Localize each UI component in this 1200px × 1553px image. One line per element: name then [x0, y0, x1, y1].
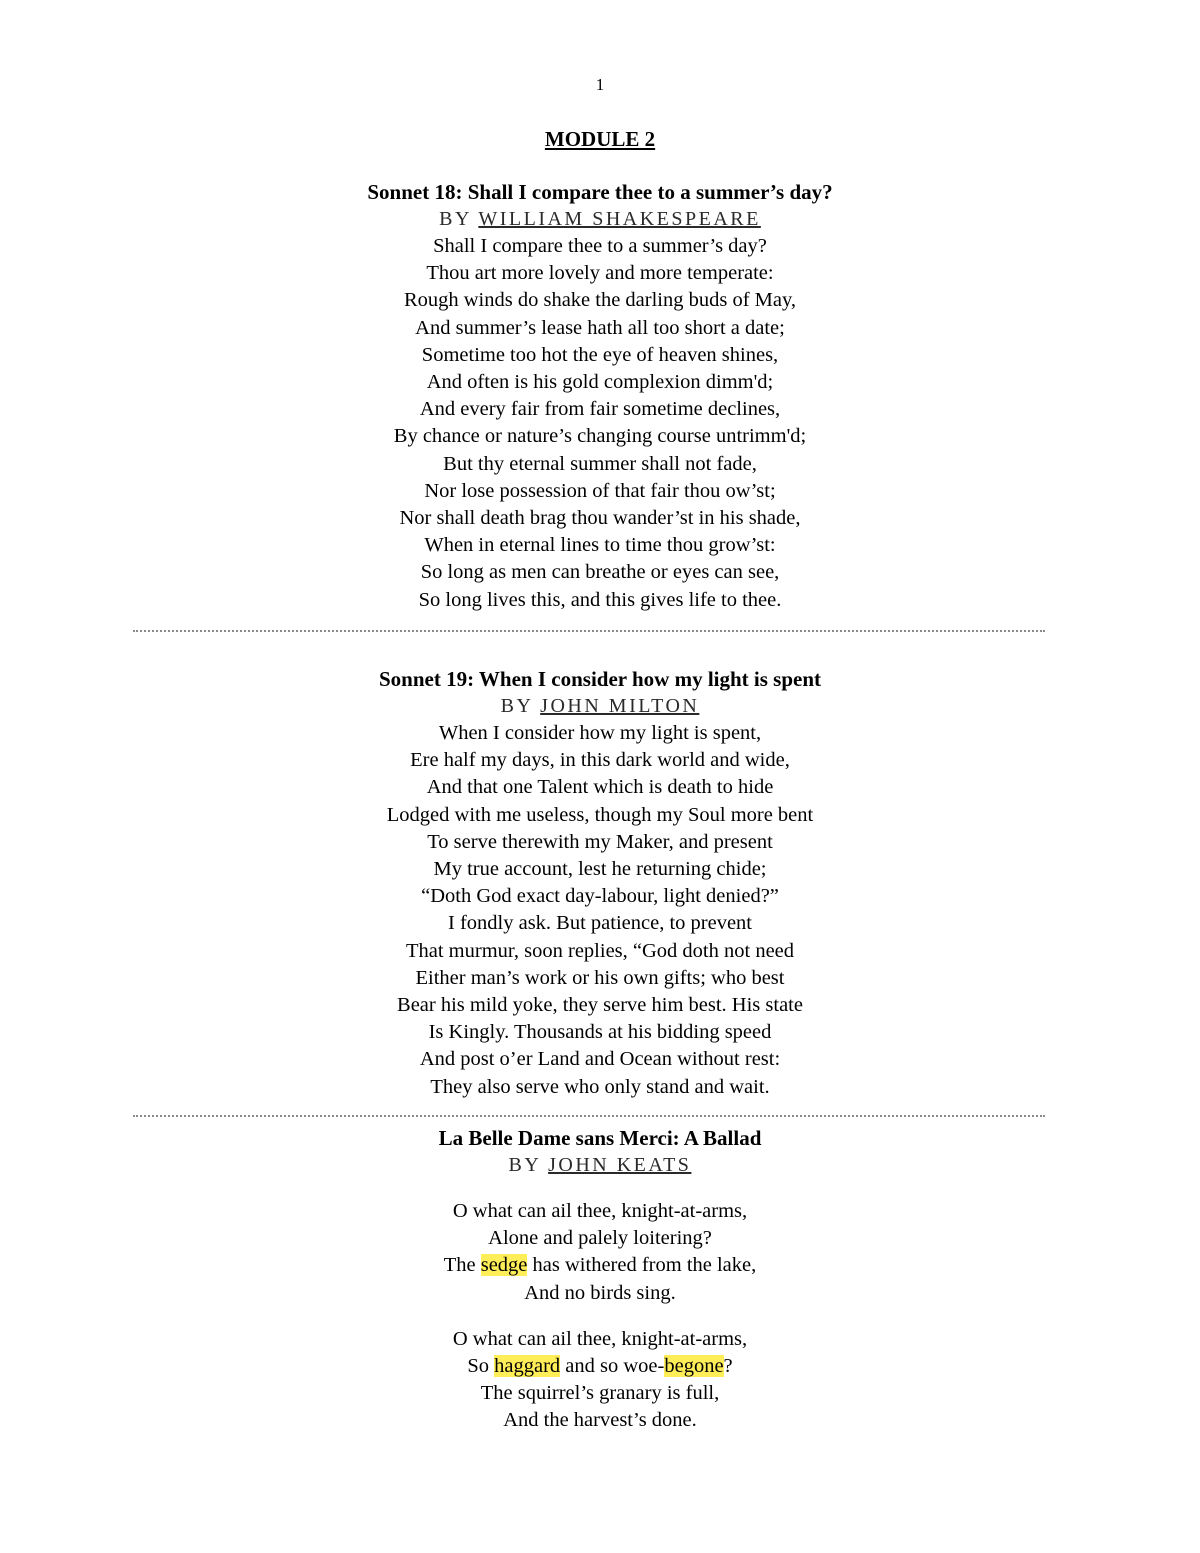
poem-line: So haggard and so woe-begone? — [467, 1355, 733, 1378]
poem-line: Shall I compare thee to a summer’s day? — [433, 235, 767, 257]
poem-line: But thy eternal summer shall not fade, — [443, 452, 757, 475]
poem-lines — [0, 233, 1200, 614]
section-divider — [133, 630, 1045, 632]
module-title: MODULE 2 — [544, 127, 656, 151]
poem-line: Nor shall death brag thou wander’st in his shade, — [399, 507, 801, 530]
poem-line: And often is his gold complexion dimm'd; — [426, 371, 774, 394]
poem-line: The squirrel’s granary is full, — [480, 1382, 720, 1405]
byline — [0, 693, 1200, 720]
poem-line: And no birds sing. — [524, 1281, 676, 1304]
poem-line: And post o’er Land and Ocean without rest: — [419, 1048, 781, 1071]
stanza-gap — [0, 1179, 1200, 1198]
poem-sonnet-18 — [0, 179, 1200, 614]
author-link[interactable]: JOHN MILTON — [540, 695, 700, 717]
section-divider — [133, 1115, 1045, 1117]
poem-line: By chance or nature’s changing course untrimm'd; — [393, 425, 807, 448]
poem-line: Sometime too hot the eye of heaven shines, — [421, 343, 779, 366]
poem-line: Nor lose possession of that fair thou ow’st; — [424, 479, 776, 502]
poem-line: Ere half my days, in this dark world and wide, — [410, 749, 790, 772]
poem-line: I fondly ask. But patience, to prevent — [448, 912, 752, 935]
page-number: 1 — [595, 75, 605, 94]
byline-prefix: BY — [500, 695, 533, 717]
poem-line: The sedge has withered from the lake, — [443, 1254, 757, 1277]
byline-prefix: BY — [508, 1154, 541, 1176]
stanza-gap — [0, 1307, 1200, 1326]
highlighted-word: haggard — [494, 1355, 561, 1378]
poem-line: So long as men can breathe or eyes can see, — [420, 561, 780, 584]
poem-sonnet-19 — [0, 666, 1200, 1101]
poem-line: And summer’s lease hath all too short a date; — [415, 316, 785, 339]
poem-line: Alone and palely loitering? — [488, 1227, 712, 1250]
poem-line: O what can ail thee, knight-at-arms, — [452, 1200, 748, 1222]
poem-line: “Doth God exact day-labour, light denied?” — [421, 885, 779, 908]
poem-line: Bear his mild yoke, they serve him best. His state — [397, 994, 803, 1017]
stanza — [0, 1326, 1200, 1435]
stanza — [0, 1198, 1200, 1307]
poem-line: And the harvest’s done. — [503, 1409, 697, 1432]
author-link[interactable]: JOHN KEATS — [548, 1154, 692, 1176]
poem-title: La Belle Dame sans Merci: A Ballad — [438, 1126, 762, 1150]
byline — [0, 1152, 1200, 1179]
poem-line: They also serve who only stand and wait. — [430, 1075, 770, 1098]
poem-line: When I consider how my light is spent, — [438, 722, 762, 744]
highlighted-word: begone — [664, 1355, 724, 1378]
poem-line: Is Kingly. Thousands at his bidding speed — [428, 1021, 772, 1044]
poem-title: Sonnet 18: Shall I compare thee to a summer’s day? — [367, 180, 833, 204]
poem-line: Thou art more lovely and more temperate: — [426, 262, 774, 285]
highlighted-word: sedge — [480, 1254, 528, 1277]
poem-line: Either man’s work or his own gifts; who best — [415, 966, 785, 989]
poem-line: And that one Talent which is death to hide — [426, 776, 774, 799]
byline-prefix: BY — [439, 208, 472, 230]
poem-lines — [0, 720, 1200, 1101]
poem-line: So long lives this, and this gives life to thee. — [418, 588, 782, 611]
byline — [0, 206, 1200, 233]
poem-line: And every fair from fair sometime declines, — [419, 398, 781, 421]
poem-line: Rough winds do shake the darling buds of May, — [403, 289, 797, 312]
poem-la-belle-dame — [0, 1125, 1200, 1435]
poem-line: When in eternal lines to time thou grow’st: — [424, 534, 776, 557]
poem-line: To serve therewith my Maker, and present — [427, 830, 773, 853]
poem-title: Sonnet 19: When I consider how my light is spent — [378, 667, 822, 691]
poem-line: My true account, lest he returning chide; — [433, 858, 767, 881]
poem-line: That murmur, soon replies, “God doth not need — [405, 939, 795, 962]
poem-line: Lodged with me useless, though my Soul more bent — [386, 803, 814, 826]
author-link[interactable]: WILLIAM SHAKESPEARE — [478, 208, 761, 230]
poem-line: O what can ail thee, knight-at-arms, — [452, 1327, 748, 1350]
